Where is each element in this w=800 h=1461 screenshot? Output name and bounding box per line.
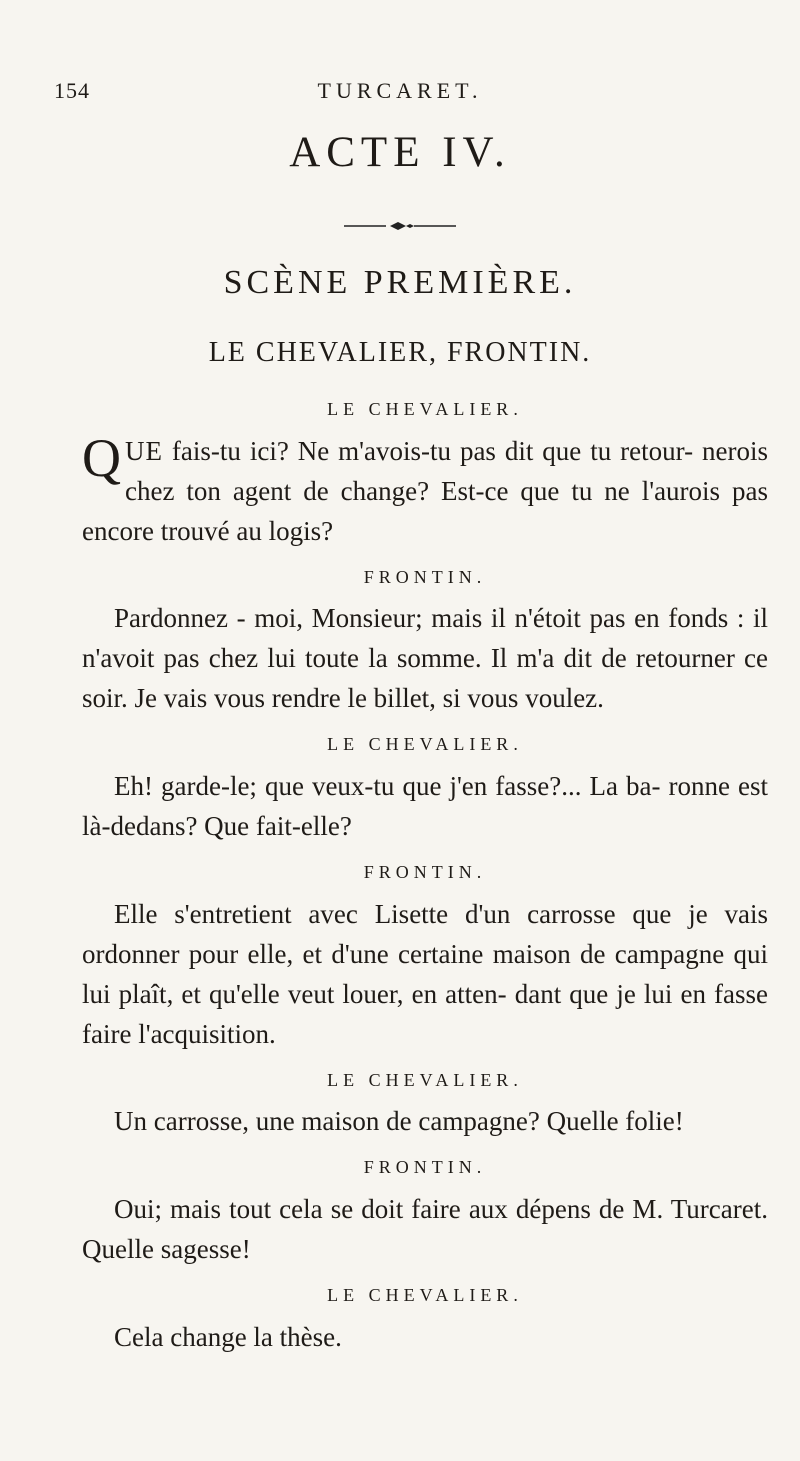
- dialogue: [82, 400, 768, 1374]
- act-title: ACTE IV.: [289, 129, 511, 176]
- page-number: 154: [54, 78, 90, 103]
- small-caps-lead: UE: [125, 435, 163, 466]
- ornamental-rule: [340, 221, 460, 231]
- speech-text: Un carrosse, une maison de campagne? Quelle folie!: [114, 1106, 684, 1137]
- speaker-name: FRONTIN.: [363, 1157, 487, 1178]
- speech-body: fais-tu ici? Ne m'avois-tu pas dit que tu retour- nerois chez ton agent de change? Est-ce que tu ne l'aurois pas encore trouvé au logis?: [82, 435, 768, 546]
- speech-text: Elle s'entretient avec Lisette d'un carrosse que je vais ordonner pour elle, et d'une certaine maison de campagne qui lui plaît, et qu'elle veut louer, en atten- dant que je lui en fasse faire l'acquisition.: [82, 898, 768, 1049]
- running-head: [44, 78, 756, 108]
- speaker-name: LE CHEVALIER.: [327, 399, 523, 419]
- speech-text: Eh! garde-le; que veux-tu que j'en fasse?... La ba- ronne est là-dedans? Que fait-elle?: [82, 771, 768, 842]
- cast-list: LE CHEVALIER, FRONTIN.: [208, 337, 592, 368]
- speaker-name: FRONTIN.: [363, 566, 487, 587]
- speaker-name: LE CHEVALIER.: [327, 734, 523, 755]
- speaker-name: FRONTIN.: [363, 862, 487, 883]
- speech-text: [82, 427, 768, 552]
- speaker-name: LE CHEVALIER.: [327, 1285, 523, 1306]
- scene-title: SCÈNE PREMIÈRE.: [223, 264, 577, 301]
- speech-text: Pardonnez - moi, Monsieur; mais il n'étoit pas en fonds : il n'avoit pas chez lui toute la somme. Il m'a dit de retourner ce soir. Je vais vous rendre le billet, si vous voulez.: [82, 603, 768, 714]
- speech-text: Oui; mais tout cela se doit faire aux dépens de M. Turcaret. Quelle sagesse!: [82, 1194, 768, 1265]
- speech-text: Cela change la thèse.: [114, 1321, 342, 1352]
- book-title: TURCARET.: [317, 78, 483, 103]
- drop-cap: Q: [82, 427, 121, 488]
- speaker-name: LE CHEVALIER.: [327, 1069, 523, 1090]
